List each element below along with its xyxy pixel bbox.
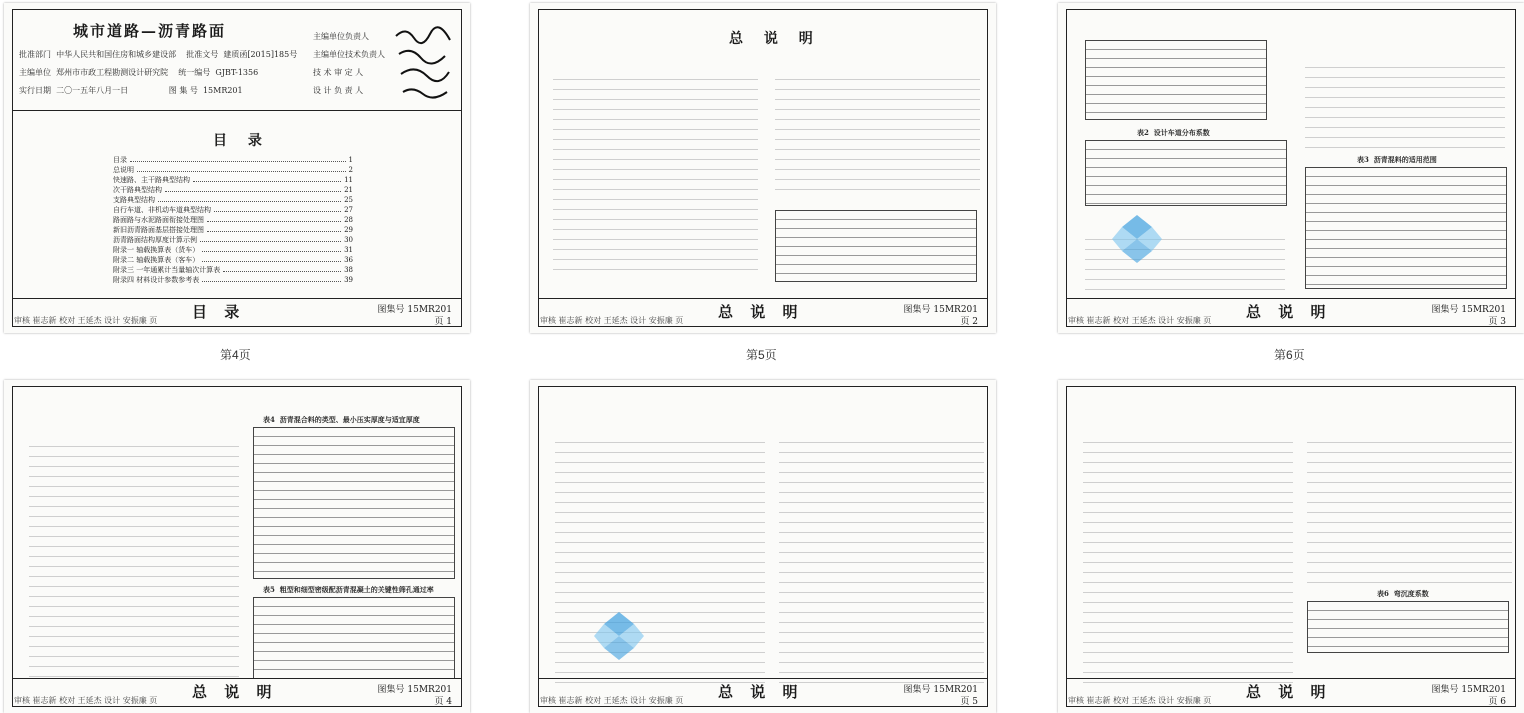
page-sheet — [12, 9, 462, 327]
sign-row: 审核 崔志新 校对 王延杰 设计 安振廉 页 — [540, 316, 684, 325]
toc-entry[interactable]: 附录三 一年通累计当量轴次计算表 38 — [113, 266, 353, 274]
toc-entry[interactable]: 沥青路面结构厚度计算示例 30 — [113, 236, 353, 244]
table2-title: 表2 设计车道分布系数 — [1137, 128, 1210, 137]
role-2: 主编单位技术负责人 — [313, 50, 385, 59]
page-number: 页 5 — [960, 697, 978, 707]
page-sheet — [538, 386, 988, 707]
asphalt-application-table — [1305, 167, 1507, 289]
footer-title: 总 说 明 — [718, 683, 804, 701]
toc-entry[interactable]: 附录一 轴载换算表（货车） 31 — [113, 246, 353, 254]
table5-title: 表5 粗型和细型密级配沥青混凝土的关键性筛孔通过率 — [263, 585, 434, 594]
role-4: 设 计 负 责 人 — [313, 86, 364, 95]
page-number: 页 4 — [434, 697, 452, 707]
body-text-left — [553, 50, 758, 270]
atlas-number: 图集号 15MR201 — [1431, 305, 1506, 315]
toc-entry[interactable]: 新旧沥青路面基层搭接处理图 29 — [113, 226, 353, 234]
sign-row: 审核 崔志新 校对 王延杰 设计 安振廉 页 — [14, 696, 158, 705]
atlas-number: 图集号 15MR201 — [377, 305, 452, 315]
traffic-table-continued — [1085, 40, 1267, 120]
title-block — [12, 298, 462, 327]
page-thumbnail-7[interactable] — [4, 380, 470, 713]
title-block — [538, 678, 988, 707]
title-block — [12, 678, 462, 707]
page-thumbnail-9[interactable] — [1058, 380, 1524, 713]
page-thumbnail-5[interactable] — [530, 3, 996, 333]
page-caption-4: 第4页 — [220, 348, 251, 362]
page-sheet — [538, 9, 988, 327]
asphalt-mixture-table — [253, 427, 455, 579]
footer-title: 总 说 明 — [1246, 303, 1332, 321]
page-thumbnail-8[interactable] — [530, 380, 996, 713]
toc-entry[interactable]: 目录 1 — [113, 156, 353, 164]
atlas-number: 图集号 15MR201 — [377, 685, 452, 695]
title-block — [538, 298, 988, 327]
page-number: 页 6 — [1488, 697, 1506, 707]
footer-title: 总 说 明 — [1246, 683, 1332, 701]
page-number: 页 3 — [1488, 317, 1506, 327]
meta-line-1: 批准部门 中华人民共和国住房和城乡建设部 批准文号 建质函[2015]185号 — [19, 50, 298, 59]
toc-list — [113, 155, 353, 285]
watermark-logo-icon — [1112, 215, 1162, 275]
footer-title: 总 说 明 — [718, 303, 804, 321]
page-sheet — [12, 386, 462, 707]
table6-title: 表6 弯沉度系数 — [1377, 589, 1429, 598]
sign-row: 审核 崔志新 校对 王延杰 设计 安振廉 页 — [1068, 316, 1212, 325]
body-text-right — [1307, 413, 1512, 583]
handwritten-signature — [391, 24, 461, 102]
body-text-right — [1305, 38, 1505, 148]
table4-title: 表4 沥青混合料的类型、最小压实厚度与适宜厚度 — [263, 415, 420, 424]
sieve-pass-rate-table — [253, 597, 455, 679]
title-block — [1066, 298, 1516, 327]
toc-entry[interactable]: 次干路典型结构 21 — [113, 186, 353, 194]
body-text-bottom — [1307, 657, 1512, 679]
page-heading: 总 说 明 — [729, 31, 821, 47]
deflection-coefficient-table — [1307, 601, 1509, 653]
body-text-left — [1083, 413, 1293, 683]
toc-entry[interactable]: 路面路与水泥路面衔接处理图 28 — [113, 216, 353, 224]
title-block — [1066, 678, 1516, 707]
toc-heading: 目 录 — [213, 133, 270, 149]
meta-line-2: 主编单位 郑州市市政工程勘测设计研究院 统一编号 GJBT-1356 — [19, 68, 259, 77]
toc-entry[interactable]: 附录二 轴载换算表（客车） 36 — [113, 256, 353, 264]
page-caption-6: 第6页 — [1274, 348, 1305, 362]
role-3: 技 术 审 定 人 — [313, 68, 364, 77]
toc-entry[interactable]: 附录四 材料设计参数参考表 39 — [113, 276, 353, 284]
atlas-title: 城市道路—沥青路面 — [73, 22, 227, 40]
page-number: 页 1 — [434, 317, 452, 327]
sign-row: 审核 崔志新 校对 王延杰 设计 安振廉 页 — [540, 696, 684, 705]
atlas-number: 图集号 15MR201 — [903, 305, 978, 315]
body-text-right — [779, 413, 984, 683]
atlas-number: 图集号 15MR201 — [903, 685, 978, 695]
toc-entry[interactable]: 自行车道、非机动车道典型结构 27 — [113, 206, 353, 214]
atlas-number: 图集号 15MR201 — [1431, 685, 1506, 695]
toc-entry[interactable]: 快速路、主干路典型结构 11 — [113, 176, 353, 184]
toc-entry[interactable]: 支路典型结构 25 — [113, 196, 353, 204]
footer-title: 总 说 明 — [192, 683, 278, 701]
lane-distribution-table — [1085, 140, 1287, 206]
page-thumbnail-4[interactable] — [4, 3, 470, 333]
page-caption-5: 第5页 — [746, 348, 777, 362]
toc-entry[interactable]: 总说明 2 — [113, 166, 353, 174]
body-text-right — [775, 50, 980, 190]
footer-title: 目 录 — [192, 303, 246, 321]
body-text-left — [555, 413, 765, 683]
watermark-logo-icon — [594, 612, 644, 672]
body-text-left — [29, 417, 239, 677]
meta-line-3: 实行日期 二〇一五年八月一日 图 集 号 15MR201 — [19, 86, 243, 95]
role-1: 主编单位负责人 — [313, 32, 369, 41]
sign-row: 审核 崔志新 校对 王延杰 设计 安振廉 页 — [14, 316, 158, 325]
traffic-level-table — [775, 210, 977, 282]
page-sheet — [1066, 386, 1516, 707]
sign-row: 审核 崔志新 校对 王延杰 设计 安振廉 页 — [1068, 696, 1212, 705]
page-sheet — [1066, 9, 1516, 327]
page-number: 页 2 — [960, 317, 978, 327]
table3-title: 表3 沥青混料的适用范围 — [1357, 155, 1437, 164]
page-thumbnail-6[interactable] — [1058, 3, 1524, 333]
